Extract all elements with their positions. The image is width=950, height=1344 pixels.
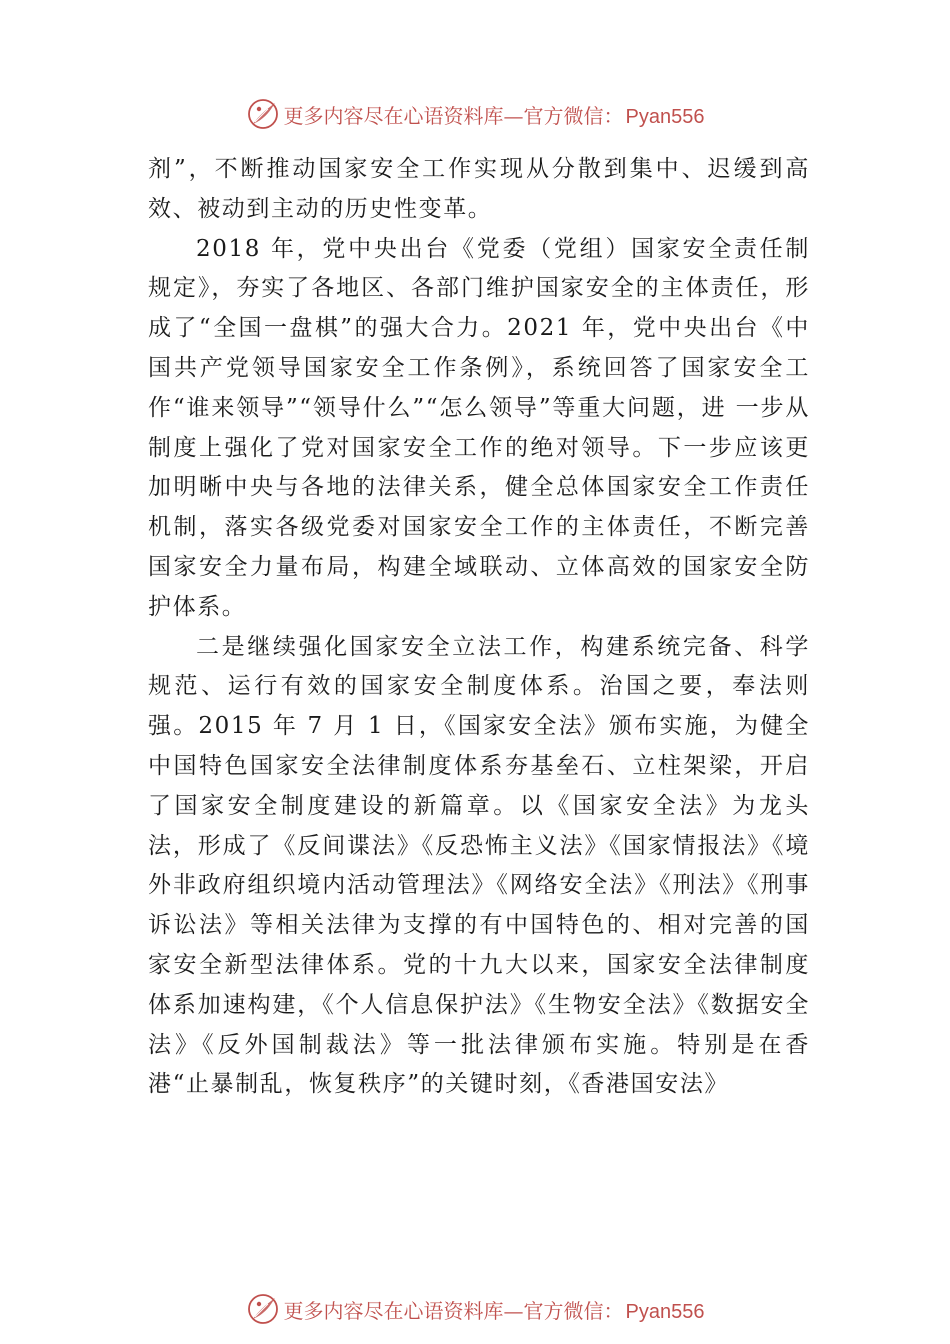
paragraph-responsibility-system: 2018 年，党中央出台《党委（党组）国家安全责任制规定》，夯实了各地区、各部门维护国家安全的主体责任，形成了“全国一盘棋”的强大合力。2021 年，党中央出台《中国共产党领导国家安全工作条例》，系统回答了国家安全工作“谁来领导”“领导什么”“怎么领导”等重大问题，进 一步从制度上强化了党对国家安全工作的绝对领导。下一步应该更加明晰中央与各地的法律关系，健全总体国家安全工作责任机制，落实各级党委对国家安全工作的主体责任，不断完善国家安全力量布局，构建全域联动、立体高效的国家安全防护体系。 (148, 235, 810, 620)
header-separator: — (503, 103, 524, 128)
footer-separator: — (503, 1298, 524, 1323)
footer-banner (0, 1289, 950, 1329)
footer-brand: 更多内容尽在心语资料库 (283, 1298, 504, 1323)
paragraph-continuation: 剂”，不断推动国家安全工作实现从分散到集中、迟缓到高效、被动到主动的历史性变革。 (148, 156, 810, 222)
feather-circle-logo-icon (246, 97, 280, 131)
footer-brand-text (284, 1295, 705, 1324)
header-brand: 更多内容尽在心语资料库 (283, 103, 504, 128)
header-wechat-label: 官方微信： (523, 103, 624, 128)
paragraph-legislation: 二是继续强化国家安全立法工作，构建系统完备、科学规范、运行有效的国家安全制度体系。治国之要，奉法则强。2015 年 7 月 1 日，《国家安全法》颁布实施，为健全中国特色国家安全法律制度体系夯基垒石、立柱架梁，开启了国家安全制度建设的新篇章。以《国家安全法》为龙头法，形成了《反间谍法》《反恐怖主义法》《国家情报法》《境外非政府组织境内活动管理法》《网络安全法》《刑法》《刑事诉讼法》等相关法律为支撑的有中国特色的、相对完善的国家安全新型法律体系。党的十九大以来，国家安全法律制度体系加速构建，《个人信息保护法》《生物安全法》《数据安全法》《反外国制裁法》等一批法律颁布实施。特别是在香港“止暴制乱，恢复秩序”的关键时刻，《香港国安法》 (148, 633, 810, 1098)
header-brand-text (284, 100, 705, 129)
feather-circle-logo-icon (246, 1292, 280, 1326)
footer-wechat-id: Pyan556 (625, 1300, 705, 1323)
document-body (148, 150, 810, 1105)
footer-wechat-label: 官方微信： (523, 1298, 624, 1323)
header-wechat-id: Pyan556 (625, 105, 705, 128)
header-banner (0, 94, 950, 134)
